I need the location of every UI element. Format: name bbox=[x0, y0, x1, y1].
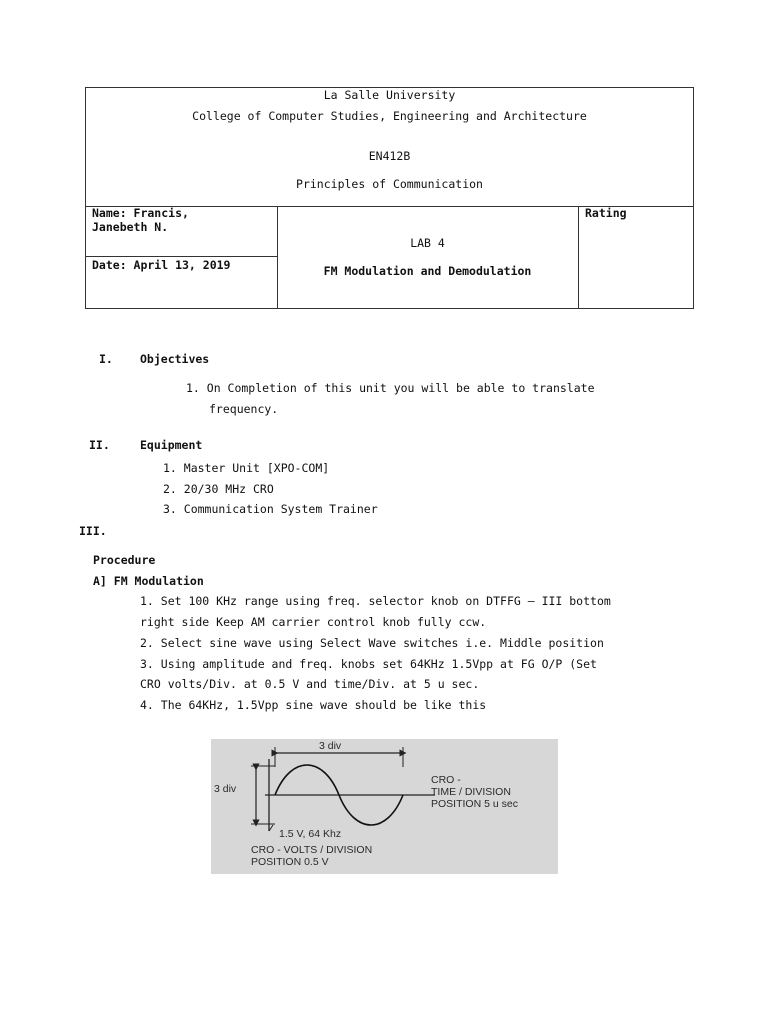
lab-date: Date: April 13, 2019 bbox=[92, 258, 231, 272]
procedure-subtitle: A] FM Modulation bbox=[93, 574, 204, 588]
lab-number: LAB 4 bbox=[410, 236, 445, 250]
label-amp-freq: 1.5 V, 64 Khz bbox=[279, 828, 342, 840]
section-numeral-3: III. bbox=[79, 524, 107, 538]
label-cro-time-1: CRO - bbox=[431, 774, 461, 786]
equipment-item-2: 2. 20/30 MHz CRO bbox=[163, 482, 274, 496]
section-numeral-1: I. bbox=[99, 352, 113, 366]
college-name: College of Computer Studies, Engineering and Architecture bbox=[192, 109, 587, 123]
equipment-item-3: 3. Communication System Trainer bbox=[163, 502, 378, 516]
label-cro-time-2: TIME / DIVISION bbox=[431, 786, 511, 798]
section-title-objectives: Objectives bbox=[140, 352, 210, 366]
name-date-divider bbox=[86, 256, 277, 257]
label-cro-time-3: POSITION 5 u sec bbox=[431, 798, 518, 810]
section-numeral-2: II. bbox=[89, 438, 110, 452]
procedure-step-2: 2. Select sine wave using Select Wave switches i.e. Middle position bbox=[140, 636, 604, 650]
objective-item-1: 1. On Completion of this unit you will be able to translate bbox=[186, 381, 595, 395]
header-vline-right bbox=[578, 206, 579, 308]
course-title: Principles of Communication bbox=[296, 177, 483, 191]
section-title-equipment: Equipment bbox=[140, 438, 203, 452]
lab-title: FM Modulation and Demodulation bbox=[323, 264, 532, 278]
procedure-step-3-cont: CRO volts/Div. at 0.5 V and time/Div. at 5 u sec. bbox=[140, 677, 480, 691]
university-name: La Salle University bbox=[323, 88, 456, 102]
sine-wave-diagram bbox=[211, 739, 558, 874]
label-3div-left: 3 div bbox=[214, 783, 237, 795]
equipment-item-1: 1. Master Unit [XPO-COM] bbox=[163, 461, 330, 475]
header-vline-left bbox=[277, 206, 278, 308]
course-code: EN412B bbox=[368, 149, 411, 163]
label-3div-top: 3 div bbox=[319, 740, 342, 752]
objective-item-1-cont: frequency. bbox=[209, 402, 279, 416]
section-title-procedure: Procedure bbox=[93, 553, 156, 567]
procedure-step-4: 4. The 64KHz, 1.5Vpp sine wave should be like this bbox=[140, 698, 487, 712]
procedure-step-3: 3. Using amplitude and freq. knobs set 64KHz 1.5Vpp at FG O/P (Set bbox=[140, 657, 597, 671]
sine-wave-figure bbox=[211, 739, 558, 874]
label-cro-volts-2: POSITION 0.5 V bbox=[251, 856, 329, 868]
procedure-step-1-cont: right side Keep AM carrier control knob fully ccw. bbox=[140, 615, 487, 629]
procedure-step-1: 1. Set 100 KHz range using freq. selector knob on DTFFG – III bottom bbox=[140, 594, 611, 608]
rating-label: Rating bbox=[585, 206, 627, 220]
label-cro-volts-1: CRO - VOLTS / DIVISION bbox=[251, 844, 373, 856]
student-name: Name: Francis, bbox=[92, 206, 189, 220]
student-name-line2: Janebeth N. bbox=[92, 220, 169, 234]
